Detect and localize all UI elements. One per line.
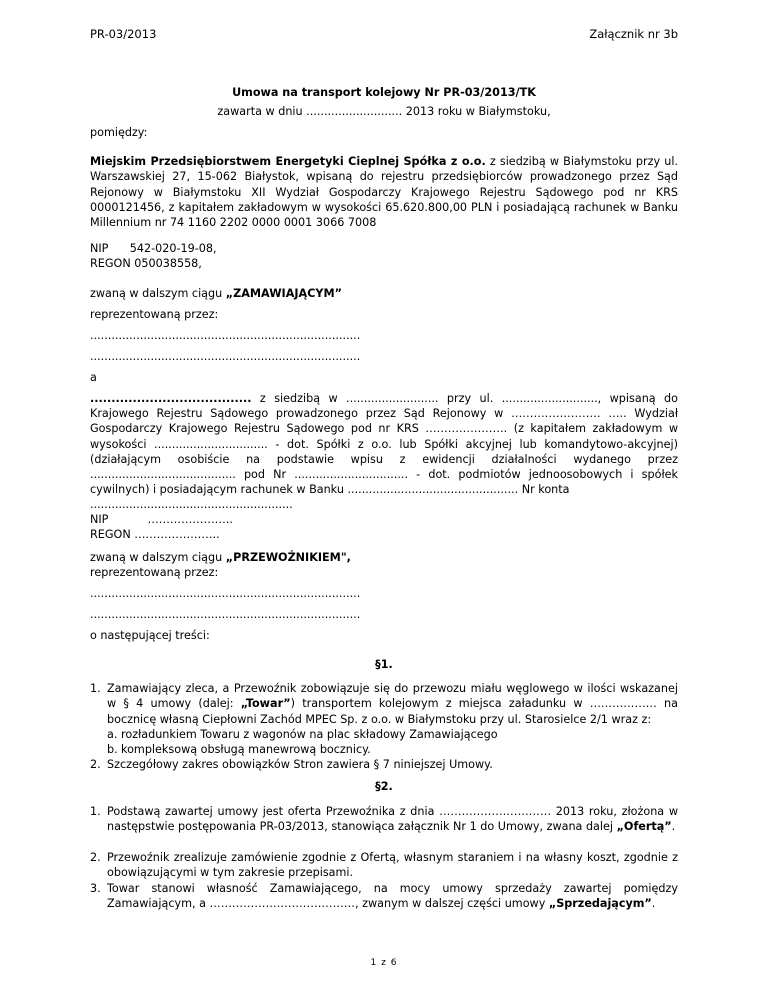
- party1-details: z siedzibą w Białymstoku przy ul. Warszawskiej 27, 15-062 Białystok, wpisaną do rejestru przedsiębiorców prowadzonego przez Sąd Rejonowy w Białymstoku XII Wydział Gospodarczy Krajowego Rejestru Sądowego pod nr KRS 0000121456, z kapitałem zakładowym w wysokości 65.620.800,00 PLN i posiadającą rachunek w Banku Millennium nr 74 1160 2202 0000 0001 3066 7008: [90, 155, 678, 230]
- sub-item-b: [107, 742, 678, 757]
- item-text-part: .: [651, 897, 656, 911]
- party1-regon: REGON 050038558,: [90, 257, 202, 270]
- party1-name: Miejskim Przedsiębiorstwem Energetyki Cieplnej Spółka z o.o.: [90, 155, 486, 168]
- party2-repr-dots-2: ............................................................................: [90, 608, 361, 621]
- item-text: Szczegółowy zakres obowiązków Stron zawiera § 7 niniejszej Umowy.: [107, 758, 493, 771]
- item-number: 3.: [90, 882, 101, 895]
- party2-regon: REGON …………………..: [90, 528, 220, 541]
- party2-repr-dots-1: ............................................................................: [90, 587, 361, 600]
- sub-item-letter: a.: [107, 727, 118, 741]
- defined-term-towar: „Towar”: [240, 697, 291, 711]
- sub-item-text: rozładunkiem Towaru z wagonów na plac składowy Zamawiającego: [121, 727, 498, 741]
- party1-description: [90, 154, 678, 230]
- contract-title: Umowa na transport kolejowy Nr PR-03/2013/TK: [232, 86, 536, 99]
- party2-dots-line: .........................................................: [90, 498, 293, 511]
- party2-name-placeholder: ......................................: [90, 392, 252, 405]
- party2-line1: [90, 391, 678, 406]
- item-number: 2.: [90, 851, 101, 864]
- conjunction-a: a: [90, 371, 97, 384]
- item-text: [107, 881, 678, 912]
- contract-date-line: zawarta w dniu ........................... 2013 roku w Białymstoku,: [217, 105, 551, 118]
- header-doc-number: PR-03/2013: [90, 27, 157, 41]
- item-number: 1.: [90, 682, 101, 695]
- item-text-part: ) transportem kolejowym z miejsca załadunku w ……………… na bocznicę własną Ciepłowni Zachód MPEC Sp. z o.o. w Białymstoku przy ul. Starosielce 2/1 wraz z:: [107, 697, 678, 726]
- item-text: [107, 804, 678, 835]
- party2-role: [90, 550, 678, 565]
- party2-role-prefix: zwaną w dalszym ciągu: [90, 551, 226, 564]
- party1-repr-label: reprezentowaną przez:: [90, 308, 219, 321]
- section-2-item-3: [90, 881, 678, 912]
- party1-role-name: „ZAMAWIAJĄCYM”: [225, 287, 342, 300]
- item-text-part: .: [671, 820, 676, 834]
- item-text-part: Towar stanowi własność Zamawiającego, na mocy umowy sprzedaży zawartej pomiędzy Zamawiającym, a …………………………………, zwanym w dalszej części umowy: [107, 882, 678, 911]
- sub-item-text: kompleksową obsługą manewrową bocznicy.: [121, 743, 371, 757]
- section-2-heading: §2.: [375, 780, 393, 793]
- section-1-item-1: [90, 681, 678, 757]
- between-label: pomiędzy:: [90, 126, 148, 139]
- section-1-item-2: [90, 757, 678, 772]
- item-number: 1.: [90, 805, 101, 818]
- item-text: Przewoźnik zrealizuje zamówienie zgodnie z Ofertą, własnym staraniem i na własny koszt, zgodnie z obowiązującymi w tym zakresie przepisami.: [107, 851, 678, 880]
- party2-repr-label: reprezentowaną przez:: [90, 566, 219, 579]
- party1-nip: NIP 542-020-19-08,: [90, 242, 217, 255]
- section-1-heading: §1.: [375, 658, 393, 671]
- sub-item-a: [107, 727, 678, 742]
- party1-repr-dots-2: ............................................................................: [90, 350, 361, 363]
- party1-repr-dots-1: ............................................................................: [90, 329, 361, 342]
- section-2-item-2: [90, 850, 678, 881]
- party2-role-name: „PRZEWOŹNIKIEM",: [225, 551, 351, 564]
- defined-term-sprzedajacy: „Sprzedającym”: [548, 897, 652, 911]
- page-number: 1 z 6: [370, 958, 398, 968]
- item-text-part: Podstawą zawartej umowy jest oferta Przewoźnika z dnia ………………………… 2013 roku, złożona w następstwie postępowania PR-03/2013, stanowiąca załącznik Nr 1 do Umowy, zwana dalej: [107, 805, 678, 834]
- header-attachment: Załącznik nr 3b: [589, 27, 678, 41]
- section-2-item-1: [90, 804, 678, 835]
- party1-role: [90, 286, 678, 301]
- party2-nip: NIP …………………..: [90, 513, 233, 526]
- party1-role-prefix: zwaną w dalszym ciągu: [90, 287, 226, 300]
- item-number: 2.: [90, 758, 101, 771]
- item-text: [107, 681, 678, 727]
- party2-seat: z siedzibą w .......................... przy ul. ..........................., wpisaną do: [251, 392, 678, 405]
- defined-term-oferta: „Ofertą”: [616, 820, 672, 834]
- sub-item-letter: b.: [107, 743, 118, 757]
- party2-description: Krajowego Rejestru Sądowego prowadzonego przez Sąd Rejonowy w …………………… ….. Wydział Gospodarczy Krajowego Rejestru Sądowego pod nr KRS …………………. (z kapitałem zakładowym w wysokości ................................ - dot. Spółki z o.o. lub Spółki akcyjnej lub komandytowo-akcyjnej) (działającym osobiście na podstawie wpisu z ewidencji działalności wydanego przez ......................................... pod Nr ................................ - dot. podmiotów jednoosobowych i spółek cywilnych) i posiadającym rachunek w Banku ................................................ Nr konta: [90, 407, 678, 497]
- item-text-part: Zamawiający zleca, a Przewoźnik zobowiązuje się do przewozu miału węglowego w ilości wskazanej w § 4 umowy (dalej:: [107, 682, 678, 711]
- content-intro: o następującej treści:: [90, 629, 210, 642]
